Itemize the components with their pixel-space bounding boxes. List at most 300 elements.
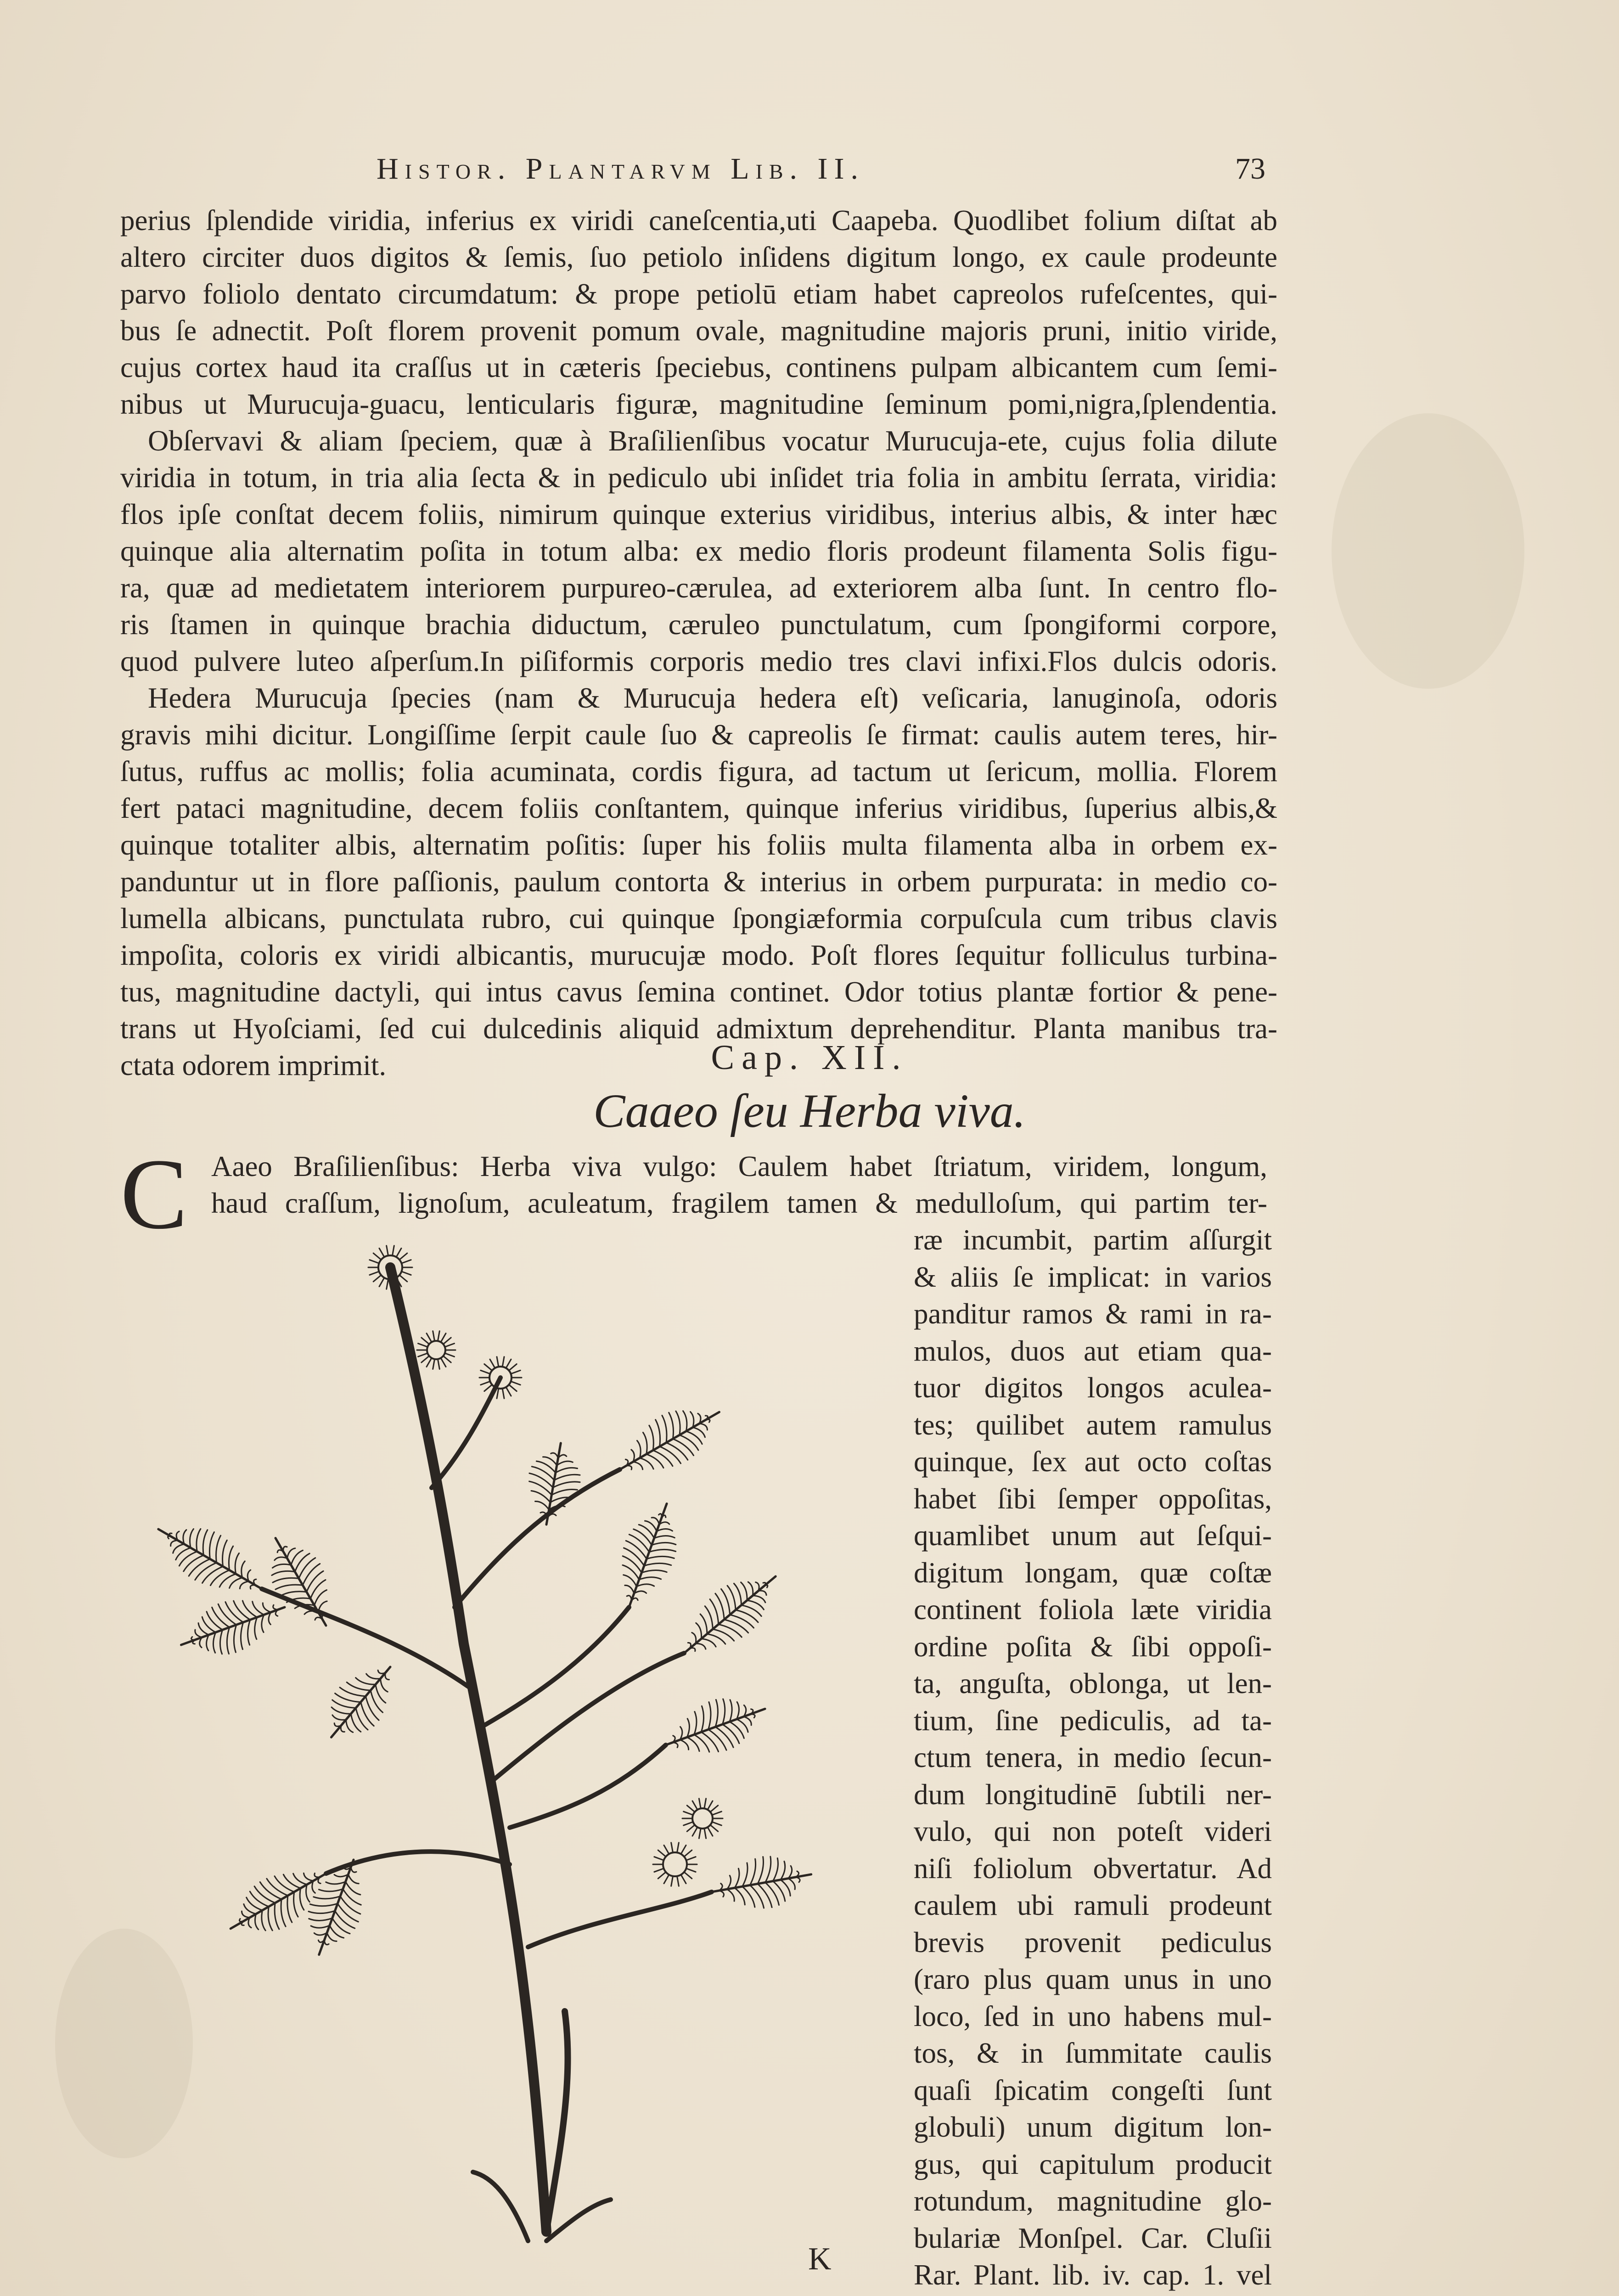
leaflet [644,1563,671,1565]
leaflet [625,1585,634,1593]
leaflet [656,1420,660,1446]
leaflet [250,1891,269,1907]
leaflet [381,1679,388,1692]
leaflet [248,1918,251,1928]
leaflet [240,1581,249,1589]
leaflet [559,1448,560,1451]
leaflet [699,1424,707,1430]
flower-stamen [484,1384,492,1391]
leaflet [719,1624,742,1637]
text-line: fert pataci magnitudine, decem foliis conſtantem, quinque inferius viridibus, ſuperius albis,& [120,792,1277,824]
leaflet [207,1635,209,1650]
plant-branch [491,1653,684,1782]
flower-stamen [699,1799,701,1809]
leaflet [751,1714,755,1718]
leaflet [314,1896,340,1899]
leaflet [366,1674,381,1679]
text-line: panduntur ut in flore paſſionis, paulum contorta & interius in orbem purpurata: in medio co- [120,866,1277,898]
leaflet [210,1570,229,1585]
text-line: digitum longam, quæ coſtæ [914,1556,1272,1589]
leaflet [707,1634,725,1644]
leaflet [241,1622,243,1649]
text-line: tium, ſine pediculis, ad ta- [914,1704,1272,1737]
plant-root [546,2200,611,2241]
flower-stamen [427,1334,432,1342]
leaflet [227,1627,229,1654]
leaflet [694,1711,697,1734]
leaflet [304,1873,313,1881]
text-line: tus, magnitudine dactyli, qui intus cavus ſemina continet. Odor totius plantæ fortior & pene- [120,976,1277,1008]
leaflet [203,1530,208,1555]
flower-stamen [658,1850,666,1857]
leaflet [680,1727,682,1739]
flower-stamen [387,1246,388,1256]
text-line: Obſervavi & aliam ſpeciem, quæ à Braſilienſibus vocatur Murucuja-ete, cujus folia dilute [148,425,1277,457]
leaflet [557,1461,573,1465]
leaflet [223,1540,227,1566]
leaflet [229,1546,233,1570]
leaflet [216,1536,221,1563]
flower-stamen [379,1278,384,1287]
leaflet [176,1548,191,1560]
text-line: tos, & in ſummitate caulis [914,2037,1272,2069]
leaflet [781,1861,785,1880]
flower-stamen [433,1359,435,1369]
flower-stamen [438,1331,439,1341]
leaflet [321,1947,322,1950]
leaflet [378,1670,385,1673]
leaflet [730,1700,732,1722]
flower-stamen [664,1845,669,1854]
leaflet [283,1547,287,1552]
leaflet [773,1858,778,1881]
leaflet [315,1590,327,1605]
leaflet [195,1630,202,1638]
leaflet [332,1707,351,1714]
flower-stamen [422,1356,429,1362]
flower-stamen [684,1850,692,1857]
leaflet [723,1699,725,1724]
leaflet [556,1468,578,1473]
flower-stamen [497,1389,499,1399]
leaflet [191,1637,195,1640]
chapter-intro-text [211,1148,1267,1221]
leaflet [310,1903,337,1906]
leaflet [735,1868,739,1888]
flower-stamen [699,1829,701,1839]
leaflet [213,1632,215,1653]
signature-mark: K [808,2241,832,2277]
text-line: rotundum, magnitudine glo- [914,2185,1272,2217]
leaflet [698,1413,701,1424]
flower-stamen [684,1812,693,1815]
leaflet [636,1584,654,1587]
leaflet [551,1453,558,1458]
leaflet [273,1605,278,1609]
leaflet [371,1690,382,1712]
leaflet [553,1482,580,1488]
leaflet [287,1896,292,1922]
flower-stamen [708,1801,713,1810]
leaflet [788,1866,792,1878]
text-line: ris ſtamen in quinque brachia diductum, cæruleo punctulatum, cum ſpongiformi corpore, [120,608,1277,641]
plant-root [473,2172,528,2241]
leaflet [744,1716,751,1725]
flower-stamen [677,1876,679,1886]
flower-stamen [443,1356,451,1362]
leaflet [272,1571,295,1575]
leaflet [361,1702,374,1726]
text-line: brevis provenit pediculus [914,1926,1272,1958]
text-line: quinque alia alternatim poſita in totum alba: ex medio floris prodeunt filamenta Solis figu- [120,535,1277,567]
flower-stamen [443,1338,451,1344]
text-line: gus, qui capitulum producit [914,2148,1272,2180]
leaflet [348,1874,359,1884]
text-line: Rar. Plant. lib. iv. cap. 1. vel [914,2259,1272,2291]
leaflet [262,1615,264,1632]
text-line: trans ut Hyoſciami, ſed cui dulcedinis aliquid admixtum deprehenditur. Planta manibus tra- [120,1013,1277,1045]
flower-stamen [692,1827,697,1836]
flower-stamen [509,1364,517,1370]
leaflet [649,1425,654,1450]
main-text [120,202,1277,1084]
leaflet [334,1723,341,1727]
leaflet [309,1911,335,1913]
leaflet [202,1617,215,1632]
leaflet [691,1412,694,1427]
flower-stamen [481,1370,490,1374]
text-line: viridia in totum, in tria alia ſecta & in pediculo ubi inſidet tria folia in ambitu ſerrata, viridia: [120,461,1277,494]
leaflet [250,1585,255,1589]
text-line: tes; quilibet autem ramulus [914,1408,1272,1441]
flower-stamen [399,1253,407,1260]
flower-stamen [710,1806,718,1812]
flower-stamen [654,1857,664,1861]
leaflet [690,1648,695,1651]
flower-stamen [664,1875,669,1884]
flower-stamen [481,1381,490,1385]
leaflet [736,1610,758,1622]
leaflet [626,1466,631,1470]
text-line: lumella albicans, punctulata rubro, cui quinque ſpongiæformia corpuſcula cum tribus clavis [120,902,1277,934]
leaflet [209,1532,214,1559]
leaflet [657,1529,672,1531]
leaflet [346,1720,353,1732]
flower-stamen [490,1359,495,1368]
leaflet [376,1684,386,1703]
leaflet [536,1461,556,1473]
leaflet [235,1553,239,1574]
leaflet [627,1596,631,1600]
leaflet [275,1585,303,1589]
leaflet [659,1514,662,1518]
leaflet [263,1603,271,1612]
leaflet [332,1715,346,1720]
leaflet [272,1564,291,1568]
leaflet [255,1617,257,1639]
flower-stamen [509,1384,517,1391]
text-line [914,2294,1272,2296]
text-line: tuor digitos longos aculea- [914,1372,1272,1404]
leaflet [247,1570,250,1581]
leaflet [197,1529,201,1551]
leaflet [730,1722,744,1738]
leaflet [309,1918,332,1920]
paper-stain [1332,413,1524,689]
flower-stamen [502,1357,504,1367]
text-line: impoſita, coloris ex viridi albicantis, murucujæ modo. Poſt flores ſequitur folliculus turbina- [120,939,1277,971]
plant-branch [528,1892,712,1947]
flower-stamen [379,1248,384,1257]
page-number: 73 [1235,152,1265,186]
leaflet [736,1702,739,1719]
leaflet [326,1882,346,1884]
flower-stamen [370,1260,379,1264]
leaflet [324,1940,329,1945]
leaflet [280,1592,307,1596]
leaflet [741,1582,747,1600]
leaflet [351,1867,356,1872]
leaflet [176,1531,179,1540]
leaflet [275,1557,287,1560]
leaflet [531,1491,551,1502]
leaflet [385,1673,389,1680]
leaflet [633,1462,643,1469]
flower-stamen [441,1334,446,1342]
flower-stamen [511,1370,521,1374]
leaflet [673,1742,678,1747]
leaflet [758,1857,764,1884]
plant-branch [482,1607,629,1727]
leaflet [748,1582,753,1596]
leaflet [294,1892,298,1917]
flower-stamen [686,1868,696,1872]
leaflet [171,1540,178,1546]
text-line: ordine poſita & ſibi oppoſi- [914,1630,1272,1663]
text-line: niſi foliolum obvertatur. Ad [914,1852,1272,1885]
leaflet [535,1501,549,1509]
flower-stamen [704,1799,706,1809]
leaflet [727,1875,731,1889]
leaflet [275,1903,279,1929]
flower-stamen [438,1359,439,1369]
leaflet [312,1881,315,1893]
leaflet [735,1888,745,1905]
plant-branch [455,1469,620,1607]
leaflet [696,1643,706,1649]
figure-side-text [914,1221,1272,2296]
leaflet [623,1565,639,1580]
running-head: Histor. Plantarvm Lib. II. [377,152,865,186]
flower-stamen [373,1253,381,1260]
leaflet [255,1914,258,1930]
leaflet [654,1536,675,1538]
flower-stamen [708,1827,713,1836]
text-line: quinque totaliter albis, alternatim poſitis: ſuper his foliis multa filamenta alba in orbem ex- [120,829,1277,861]
text-line: (raro plus quam unus in uno [914,1963,1272,1995]
leaflet [242,1911,249,1918]
text-line: quinque, ſex aut octo coſtas [914,1446,1272,1478]
flower-stamen [373,1275,381,1282]
text-line: continent foliola læte viridia [914,1593,1272,1626]
leaflet [646,1556,674,1559]
plant-woodcut-illustration [133,1231,905,2259]
leaflet [669,1412,674,1439]
leaflet [300,1888,304,1910]
leaflet [753,1596,765,1603]
text-line: ra, quæ ad medietatem interiorem purpureo-cærulea, ad exteriorem alba ſunt. In centro flo- [120,572,1277,604]
leaflet [639,1525,654,1538]
text-line: ſutus, ruffus ac mollis; folia acuminata, cordis figura, ad tactum ut ſericum, mollia. Florem [120,755,1277,788]
text-line: caulem ubi ramuli prodeunt [914,1889,1272,1921]
leaflet [727,1889,734,1901]
leaflet [705,1416,708,1420]
text-line: gravis mihi dicitur. Longiſſime ſerpit caule ſuo & capreolis ſe firmat: caulis autem teres, hir- [120,719,1277,751]
leaflet [306,1885,310,1902]
flower-stamen [686,1857,696,1861]
flower-stamen [401,1260,411,1264]
leaflet [295,1553,309,1572]
text-line: quaſi ſpicatim congeſti ſunt [914,2074,1272,2106]
leaflet [356,1708,368,1729]
flower-stamen [393,1246,394,1256]
flower-stamen [396,1248,401,1257]
flower-stamen [433,1331,435,1341]
leaflet [291,1550,303,1565]
leaflet [637,1441,641,1458]
text-line: ta, anguſta, oblonga, ut len- [914,1667,1272,1699]
leaflet [315,1617,322,1620]
leaflet [247,1897,263,1910]
flower-stamen [687,1806,695,1812]
flower-stamen [401,1272,411,1275]
leaflet [554,1474,580,1480]
leaflet [643,1432,647,1454]
text-line: mulos, duos aut etiam qua- [914,1334,1272,1367]
leaflet [281,1899,286,1926]
flower-stamen [445,1353,455,1357]
leaflet [683,1411,687,1431]
text-line: parvo foliolo dentato circumdatum: & prope petiolū etiam habet capreolos rufeſcentes, qui- [120,278,1277,310]
leaflet [750,1859,755,1885]
flower-stamen [441,1358,446,1367]
leaflet [334,1874,348,1877]
text-line: ctata odorem imprimit. [120,1049,387,1081]
leaflet [756,1582,759,1591]
flower-stamen [712,1812,722,1815]
text-line: vulo, qui non poteſt videri [914,1815,1272,1847]
leaflet [730,1615,754,1628]
flower-stamen [704,1829,706,1839]
flower-stamen [506,1359,511,1368]
plant-stem [390,1267,546,2232]
flower-stamen [418,1353,428,1357]
text-line: dum longitudinē ſubtili ner- [914,1778,1272,1811]
drop-cap: C [120,1138,188,1250]
leaflet [649,1549,676,1552]
flower-stamen [418,1344,428,1347]
leaflet [268,1907,272,1930]
leaflet [687,1719,689,1737]
leaflet [262,1910,265,1930]
flower-stamen [671,1876,673,1886]
text-line: haud craſſum, lignoſum, aculeatum, fragilem tamen & medulloſum, qui partim ter- [211,1187,1267,1219]
leaflet [330,1925,344,1938]
leaflet [198,1623,209,1635]
text-line: flos ipſe conſtat decem foliis, nimirum quinque exterius viridibus, interius albis, & inter hæc [120,498,1277,530]
leaflet [631,1450,635,1462]
leaflet [680,1740,689,1750]
flower-head [427,1341,445,1359]
flower-stamen [687,1825,695,1831]
text-line: altero circiter duos digitos & ſemis, ſuo petiolo inſidens digitum longo, ex caule prodeunte [120,241,1277,273]
flower-stamen [506,1387,511,1396]
flower-stamen [427,1358,432,1367]
flower-stamen [658,1872,666,1879]
leaflet [639,1577,661,1580]
text-line: Hedera Murucuja ſpecies (nam & Murucuja hedera eſt) veſicaria, lanuginoſa, odoris [148,682,1277,714]
leaflet [332,1918,350,1934]
leaflet [686,1431,702,1444]
leaflet [351,1714,360,1732]
leaflet [788,1879,795,1890]
leaflet [742,1863,748,1886]
flower-stamen [497,1357,499,1367]
leaflet [713,1629,734,1641]
leaflet [694,1735,709,1752]
flower-stamen [399,1275,407,1282]
text-line: bus ſe adnectit. Poſt florem provenit pomum ovale, magnitudine majoris pruni, initio viride, [120,315,1277,347]
leaflet [248,1620,250,1645]
text-line: quod pulvere luteo aſperſum.In piſiformis corporis medio tres clavi infixi.Flos dulcis odoris. [120,645,1277,677]
leaflet [652,1542,676,1545]
flower-head [663,1852,687,1876]
leaflet [287,1548,295,1559]
leaflet [741,1605,761,1616]
leaflet [724,1620,748,1633]
flower-stamen [684,1872,692,1879]
text-line: loco, ſed in uno habens mul- [914,2000,1272,2032]
leaflet [219,1574,236,1587]
leaflet [341,1726,344,1732]
leaflet [179,1552,197,1566]
leaflet [311,1925,330,1928]
leaflet [664,1508,665,1511]
leaflet [715,1699,718,1727]
text-line: panditur ramos & rami in ra- [914,1298,1272,1330]
leaflet [708,1702,711,1730]
text-line: bulariæ Monſpel. Car. Cluſii [914,2222,1272,2254]
text-line: habet ſibi ſemper oppoſitas, [914,1482,1272,1515]
leaflet [736,1719,748,1732]
flower-stamen [681,1845,686,1854]
text-line: nibus ut Murucuja-guacu, lenticularis figuræ, magnitudine ſeminum pomi,nigra,ſplendentia. [120,388,1277,420]
leaflet [190,1529,193,1548]
leaflet [804,1875,806,1876]
leaflet [273,1578,299,1582]
leaflet [645,1521,657,1531]
text-line: & aliis ſe implicat: in varios [914,1261,1272,1293]
leaflet [720,1891,724,1896]
text-line: ctum tenera, in medio ſecun- [914,1741,1272,1773]
flower-stamen [387,1279,388,1289]
leaflet [365,1696,379,1720]
leaflet [641,1570,667,1573]
leaflet [759,1591,766,1595]
leaflet [692,1632,696,1643]
flower-stamen [511,1381,521,1385]
leaflet [183,1530,186,1544]
